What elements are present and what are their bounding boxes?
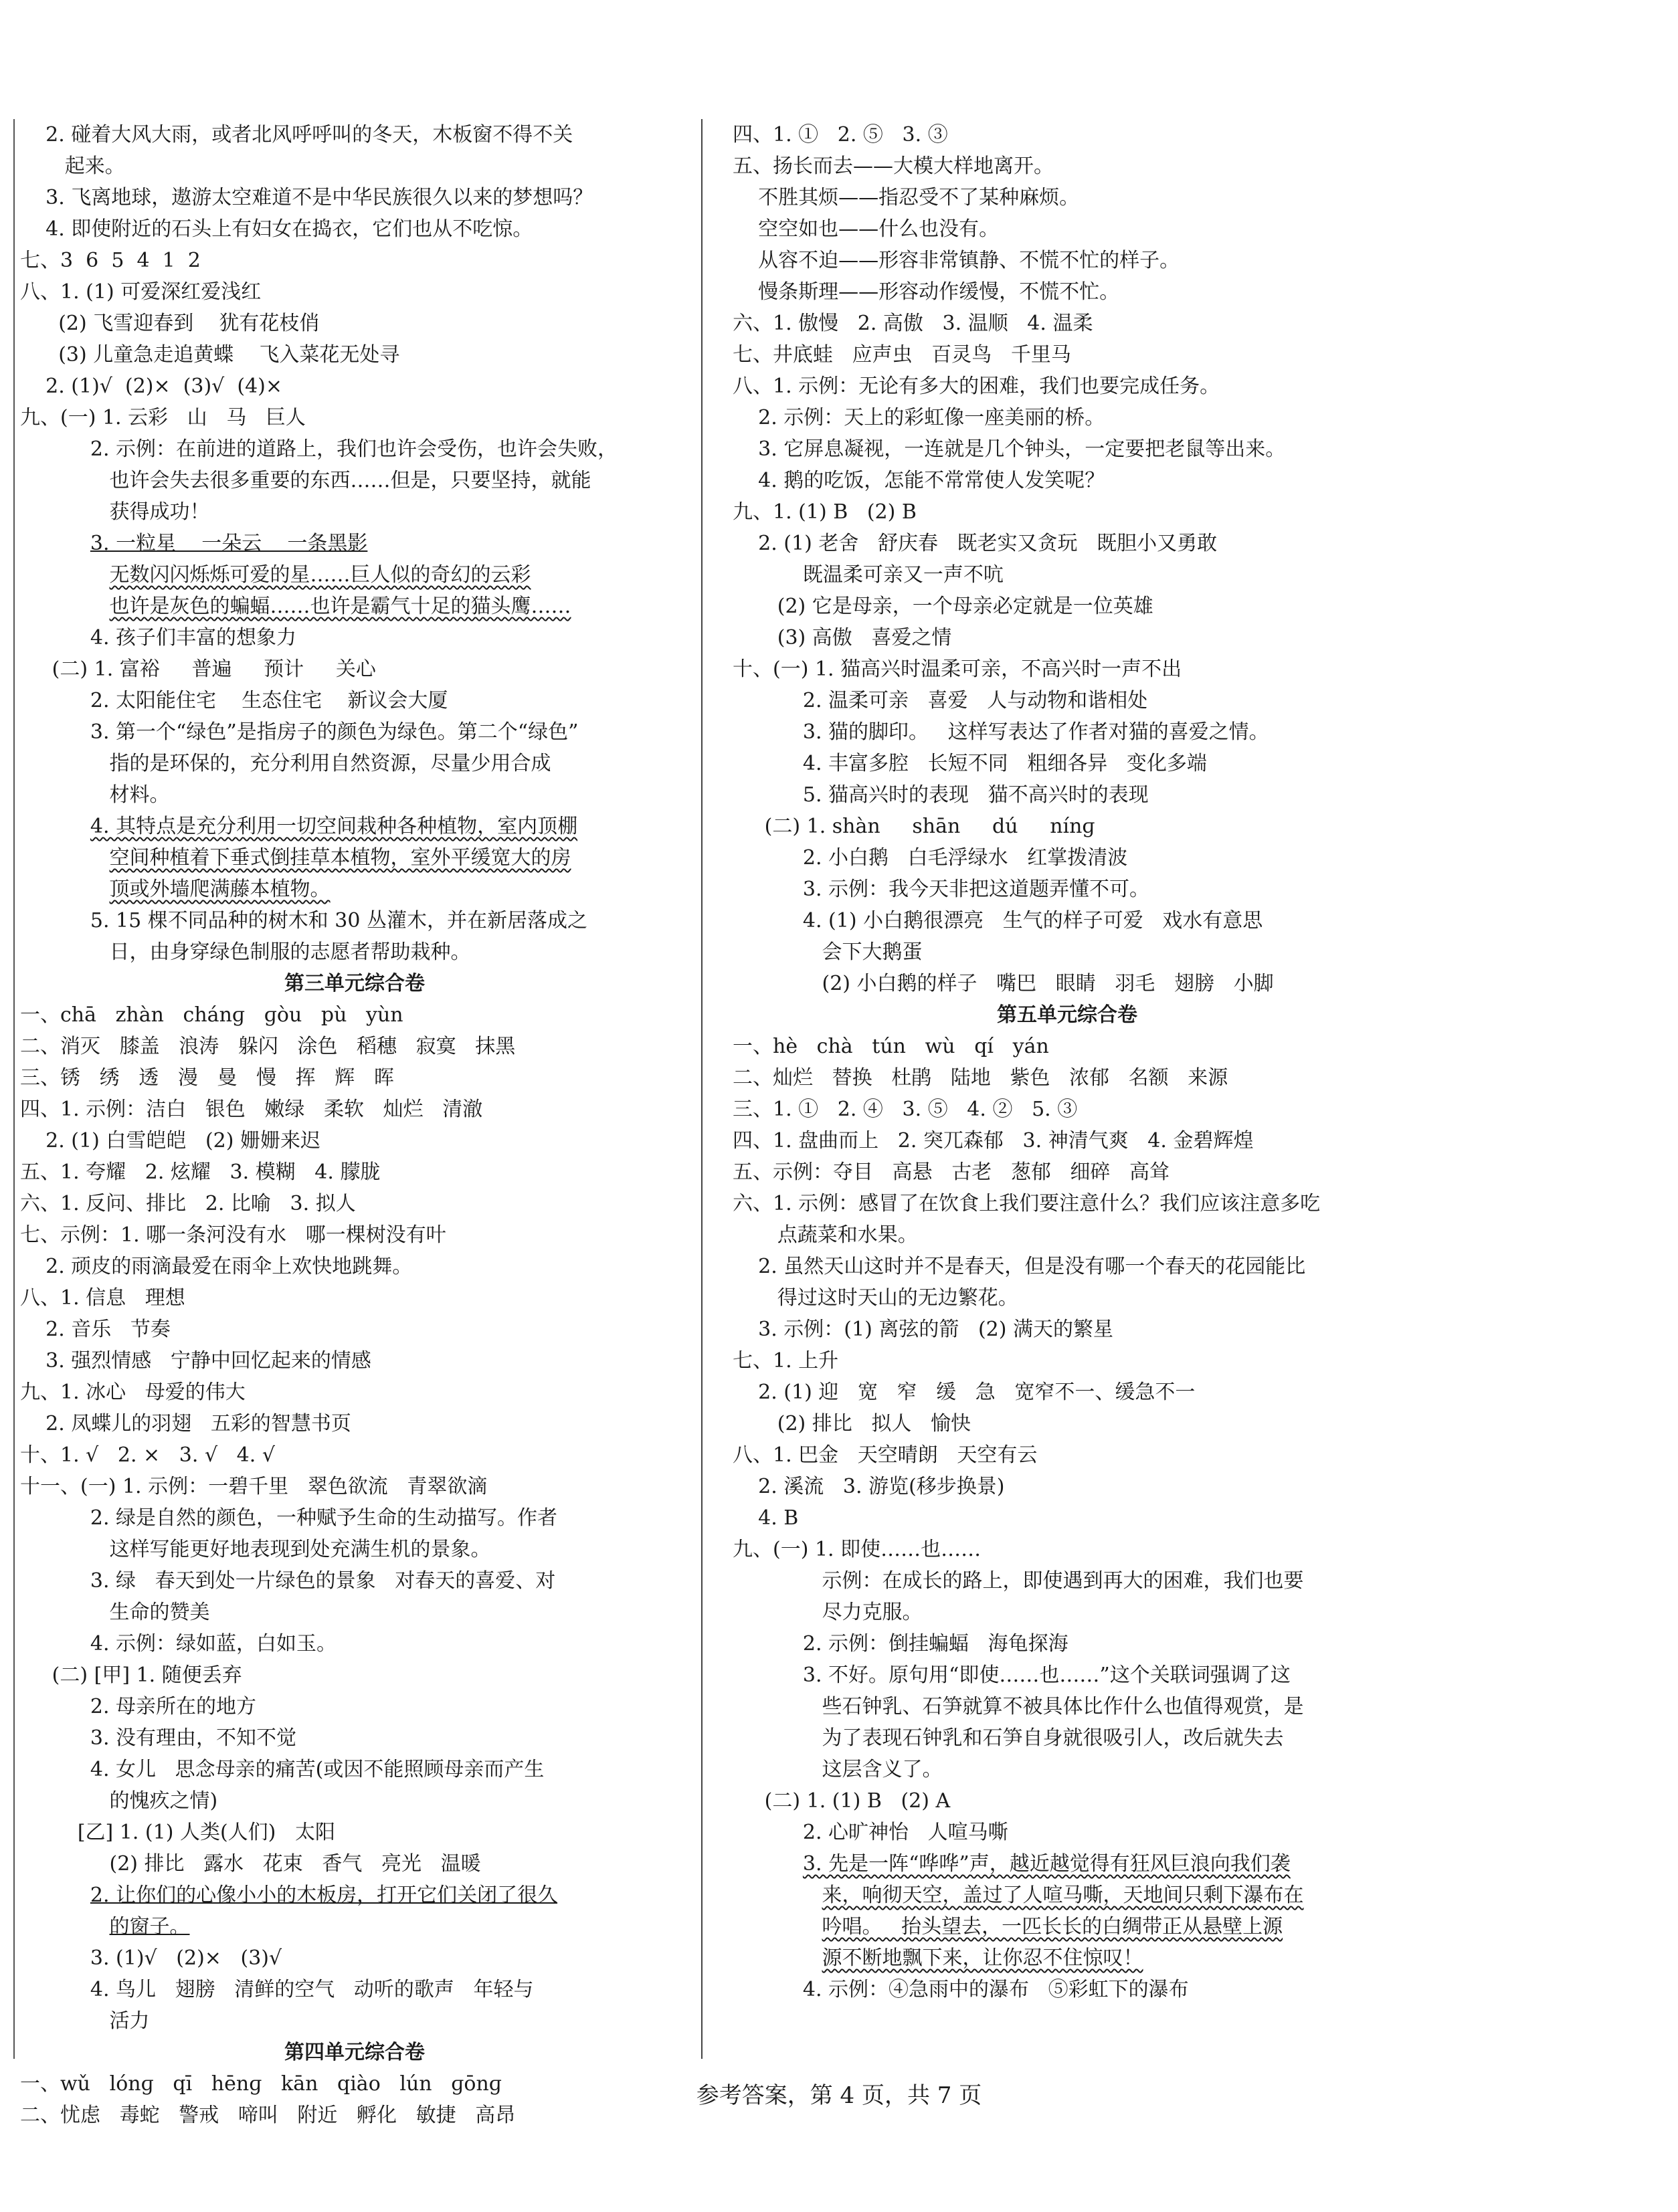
answer-line: 4. 即使附近的石头上有妇女在捣衣，它们也从不吃惊。 [20,217,533,241]
answer-line: 指的是环保的，充分利用自然资源，尽量少用合成 [20,752,551,775]
answer-line [20,528,689,559]
answer-line: 3. 飞离地球，遨游太空难道不是中华民族很久以来的梦想吗？ [20,186,593,209]
answer-line: 不胜其烦——指忍受不了某种麻烦。 [733,186,1080,209]
answer-line: 这样写能更好地表现到处充满生机的景象。 [20,1538,491,1561]
answer-line: [乙] 1. (1) 人类(人们) 太阳 [20,1821,335,1844]
answer-line: 4. 孩子们丰富的想象力 [20,626,297,649]
answer-line: 六、1. 傲慢 2. 高傲 3. 温顺 4. 温柔 [733,312,1093,335]
answer-line: 生命的赞美 [20,1601,210,1624]
answer-line: 九、(一) 1. 即使……也…… [733,1538,982,1561]
wavy-underlined-text: 无数闪闪烁烁可爱的星……巨人似的奇幻的云彩 [109,563,531,587]
answer-line: 一、hè chà tún wù qí yán [733,1035,1049,1058]
answer-line [20,591,689,622]
answer-line: 这层含义了。 [733,1758,943,1781]
answer-line: 示例：在成长的路上，即使遇到再大的困难，我们也要 [733,1569,1304,1593]
answer-line: 九、(一) 1. 云彩 山 马 巨人 [20,406,306,429]
answer-line: (3) 高傲 喜爱之情 [733,626,952,649]
section-heading: 第四单元综合卷 [284,2041,425,2064]
left-margin-rule [13,119,15,2059]
answer-line: 3. 猫的脚印。 这样写表达了作者对猫的喜爱之情。 [733,720,1269,744]
answer-line: 2. 音乐 节奏 [20,1318,171,1341]
answer-line: 5. 猫高兴时的表现 猫不高兴时的表现 [733,783,1149,807]
left-column [20,119,689,2131]
page-footer: 参考答案，第 4 页，共 7 页 [696,2082,982,2109]
answer-line: 4. B [733,1506,799,1530]
answer-line: 2. 碰着大风大雨，或者北风呼呼叫的冬天，木板窗不得不关 [20,123,573,146]
answer-line: 3. (1)√ (2)× (3)√ [20,1946,282,1970]
answer-line: 2. (1) 白雪皑皑 (2) 姗姗来迟 [20,1129,320,1152]
wavy-underlined-text: 吟唱。 抬头望去，一匹长长的白绸带正从悬壁上源 [822,1915,1283,1938]
answer-line: 五、1. 夸耀 2. 炫耀 3. 模糊 4. 朦胧 [20,1161,381,1184]
wavy-underlined-text: 3. 先是一阵“哗哗”声，越近越觉得有狂风巨浪向我们袭 [802,1852,1291,1876]
answer-line: 2. 凤蝶儿的羽翅 五彩的智慧书页 [20,1412,351,1435]
answer-line: 点蔬菜和水果。 [733,1223,918,1247]
answer-line: 八、1. 信息 理想 [20,1286,185,1310]
answer-line: 六、1. 反问、排比 2. 比喻 3. 拟人 [20,1192,356,1215]
answer-line: 4. 女儿 思念母亲的痛苦(或因不能照顾母亲而产生 [20,1758,545,1781]
answer-line: 五、示例：夺目 高悬 古老 葱郁 细碎 高耸 [733,1161,1170,1184]
answer-line: 活力 [20,2009,150,2033]
answer-line: 七、示例：1. 哪一条河没有水 哪一棵树没有叶 [20,1223,446,1247]
answer-line: 七、1. 上升 [733,1349,839,1373]
answer-line: 尽力克服。 [733,1601,923,1624]
wavy-underlined-text: 4. 其特点是充分利用一切空间栽种各种植物，室内顶棚 [90,815,578,838]
column-divider [701,119,703,2059]
wavy-underlined-text: 空间种植着下垂式倒挂草本植物，室外平缓宽大的房 [109,846,571,870]
answer-line: 2. 溪流 3. 游览(移步换景) [733,1475,1005,1498]
answer-line: 材料。 [20,783,170,807]
wavy-underlined-text: 顶或外墙爬满藤本植物。 [109,878,331,901]
answer-line: 4. 鸟儿 翅膀 清鲜的空气 动听的歌声 年轻与 [20,1978,534,2001]
answer-line: 也许会失去很多重要的东西……但是，只要坚持，就能 [20,469,591,492]
answer-line: 2. 母亲所在的地方 [20,1695,257,1718]
answer-line: 4. 示例：④急雨中的瀑布 ⑤彩虹下的瀑布 [733,1978,1189,2001]
answer-line: 3. 强烈情感 宁静中回忆起来的情感 [20,1349,371,1373]
answer-line: 九、1. 冰心 母爱的伟大 [20,1381,246,1404]
answer-line: 2. 示例：天上的彩虹像一座美丽的桥。 [733,406,1105,429]
underlined-text: 的窗子。 [109,1915,190,1938]
answer-line [20,874,689,905]
answer-line: 十、(一) 1. 猫高兴时温柔可亲，不高兴时一声不出 [733,658,1182,681]
answer-line: 2. 温柔可亲 喜爱 人与动物和谐相处 [733,689,1148,712]
wavy-underlined-text: 源不断地飘下来，让你忍不住惊叹！ [822,1946,1143,1970]
answer-line: 八、1. 巴金 天空晴朗 天空有云 [733,1443,1038,1467]
answer-line: 3. 绿 春天到处一片绿色的景象 对春天的喜爱、对 [20,1569,556,1593]
answer-line: 一、wǔ lónɡ qī hēnɡ kān qiào lún ɡōnɡ [20,2072,502,2096]
answer-line [733,1911,1402,1942]
answer-line: 2. (1) 迎 宽 窄 缓 急 宽窄不一、缓急不一 [733,1381,1196,1404]
answer-line: 得过这时天山的无边繁花。 [733,1286,1018,1310]
answer-line [20,1880,689,1911]
answer-line: 四、1. ① 2. ⑤ 3. ③ [733,123,948,146]
answer-line: 八、1. (1) 可爱深红爱浅红 [20,280,262,304]
answer-line: (2) 排比 露水 花束 香气 亮光 温暖 [20,1852,481,1876]
answer-line: 2. 太阳能住宅 生态住宅 新议会大厦 [20,689,448,712]
answer-line: 空空如也——什么也没有。 [733,217,1000,241]
answer-line: 的愧疚之情) [20,1789,218,1813]
answer-line: 2. 心旷神怡 人喧马嘶 [733,1821,1008,1844]
answer-line: (二) 1. 富裕 普遍 预计 关心 [20,658,376,681]
answer-line: (二) 1. shàn shān dú nínɡ [733,815,1095,838]
answer-line: 3. 没有理由，不知不觉 [20,1726,297,1750]
wavy-underlined-text: 来，响彻天空，盖过了人喧马嘶，天地间只剩下瀑布在 [822,1884,1304,1907]
answer-line: 4. 示例：绿如蓝，白如玉。 [20,1632,337,1655]
answer-line: 九、1. (1) B (2) B [733,500,917,524]
answer-line [733,1942,1402,1974]
answer-line: 六、1. 示例：感冒了在饮食上我们要注意什么？我们应该注意多吃 [733,1192,1321,1215]
answer-line: 为了表现石钟乳和石笋自身就很吸引人，改后就失去 [733,1726,1284,1750]
answer-line: 4. 鹅的吃饭，怎能不常常使人发笑呢？ [733,469,1105,492]
answer-line: 三、1. ① 2. ④ 3. ⑤ 4. ② 5. ③ [733,1098,1078,1121]
answer-line: 3. 示例：我今天非把这道题弄懂不可。 [733,878,1150,901]
answer-line: 2. 小白鹅 白毛浮绿水 红掌拨清波 [733,846,1128,870]
answer-line: (2) 它是母亲，一个母亲必定就是一位英雄 [733,595,1153,618]
answer-line: 十一、(一) 1. 示例：一碧千里 翠色欲流 青翠欲滴 [20,1475,488,1498]
answer-line: 5. 15 棵不同品种的树木和 30 丛灌木，并在新居落成之 [20,909,588,932]
answer-line: 从容不迫——形容非常镇静、不慌不忙的样子。 [733,249,1180,272]
underlined-text: 2. 让你们的心像小小的木板房，打开它们关闭了很久 [90,1884,558,1907]
answer-line: 八、1. 示例：无论有多大的困难，我们也要完成任务。 [733,375,1220,398]
answer-line: 五、扬长而去——大模大样地离开。 [733,155,1054,178]
answer-line: 2. 虽然天山这时并不是春天，但是没有哪一个春天的花园能比 [733,1255,1306,1278]
answer-line: 4. 丰富多腔 长短不同 粗细各异 变化多端 [733,752,1207,775]
answer-line [20,811,689,842]
answer-line: 一、chā zhàn chánɡ ɡòu pù yùn [20,1003,403,1027]
answer-line [733,1848,1402,1880]
answer-line: 四、1. 示例：洁白 银色 嫩绿 柔软 灿烂 清澈 [20,1098,483,1121]
answer-line: (二) 1. (1) B (2) A [733,1789,951,1813]
answer-line [20,842,689,874]
answer-line: (2) 排比 拟人 愉快 [733,1412,971,1435]
answer-line: 慢条斯理——形容动作缓慢，不慌不忙。 [733,280,1120,304]
answer-line: 3. 它屏息凝视，一连就是几个钟头，一定要把老鼠等出来。 [733,437,1286,461]
answer-line: (3) 儿童急走追黄蝶 飞入菜花无处寻 [20,343,400,367]
answer-line: 获得成功！ [20,500,210,524]
answer-line: 2. 绿是自然的颜色，一种赋予生命的生动描写。作者 [20,1506,558,1530]
answer-line: (2) 飞雪迎春到 犹有花枝俏 [20,312,320,335]
answer-line: 2. 示例：倒挂蝙蝠 海龟探海 [733,1632,1068,1655]
right-column [733,119,1402,2005]
answer-line: 七、井底蛙 应声虫 百灵鸟 千里马 [733,343,1071,367]
answer-line: 二、忧虑 毒蛇 警戒 啼叫 附近 孵化 敏捷 高昂 [20,2104,516,2127]
answer-line: 3. 示例：(1) 离弦的箭 (2) 满天的繁星 [733,1318,1113,1341]
answer-line: 三、锈 绣 透 漫 曼 慢 挥 辉 晖 [20,1066,394,1090]
answer-line: 3. 不好。原句用“即使……也……”这个关联词强调了这 [733,1664,1291,1687]
wavy-underlined-text: 也许是灰色的蝙蝠……也许是霸气十足的猫头鹰…… [109,595,571,618]
underlined-text: 3. 一粒星 一朵云 一条黑影 [90,532,368,555]
answer-line: 2. (1)√ (2)× (3)√ (4)× [20,375,283,398]
answer-line: 2. (1) 老舍 舒庆春 既老实又贪玩 既胆小又勇敢 [733,532,1218,555]
answer-line: 些石钟乳、石笋就算不被具体比作什么也值得观赏，是 [733,1695,1304,1718]
section-heading: 第三单元综合卷 [284,972,425,995]
answer-line: 既温柔可亲又一声不吭 [733,563,1004,587]
answer-line [20,559,689,591]
answer-line [733,1880,1402,1911]
answer-line: 日，由身穿绿色制服的志愿者帮助栽种。 [20,940,471,964]
answer-line: 七、3 6 5 4 1 2 [20,249,201,272]
answer-line: 四、1. 盘曲而上 2. 突兀森郁 3. 神清气爽 4. 金碧辉煌 [733,1129,1254,1152]
answer-line: 会下大鹅蛋 [733,940,923,964]
answer-line: (2) 小白鹅的样子 嘴巴 眼睛 羽毛 翅膀 小脚 [733,972,1274,995]
answer-line: 十、1. √ 2. × 3. √ 4. √ [20,1443,275,1467]
answer-line: 4. (1) 小白鹅很漂亮 生气的样子可爱 戏水有意思 [733,909,1263,932]
answer-line: 起来。 [20,155,125,178]
answer-line [20,1911,689,1942]
section-heading: 第五单元综合卷 [997,1003,1137,1027]
answer-line: 2. 示例：在前进的道路上，我们也许会受伤，也许会失败， [20,437,618,461]
answer-line: 3. 第一个“绿色”是指房子的颜色为绿色。第二个“绿色” [20,720,579,744]
answer-line: 2. 顽皮的雨滴最爱在雨伞上欢快地跳舞。 [20,1255,413,1278]
answer-line: (二) [甲] 1. 随便丢弃 [20,1664,242,1687]
answer-line: 二、灿烂 替换 杜鹃 陆地 紫色 浓郁 名额 来源 [733,1066,1228,1090]
answer-line: 二、消灭 膝盖 浪涛 躲闪 涂色 稻穗 寂寞 抹黑 [20,1035,516,1058]
